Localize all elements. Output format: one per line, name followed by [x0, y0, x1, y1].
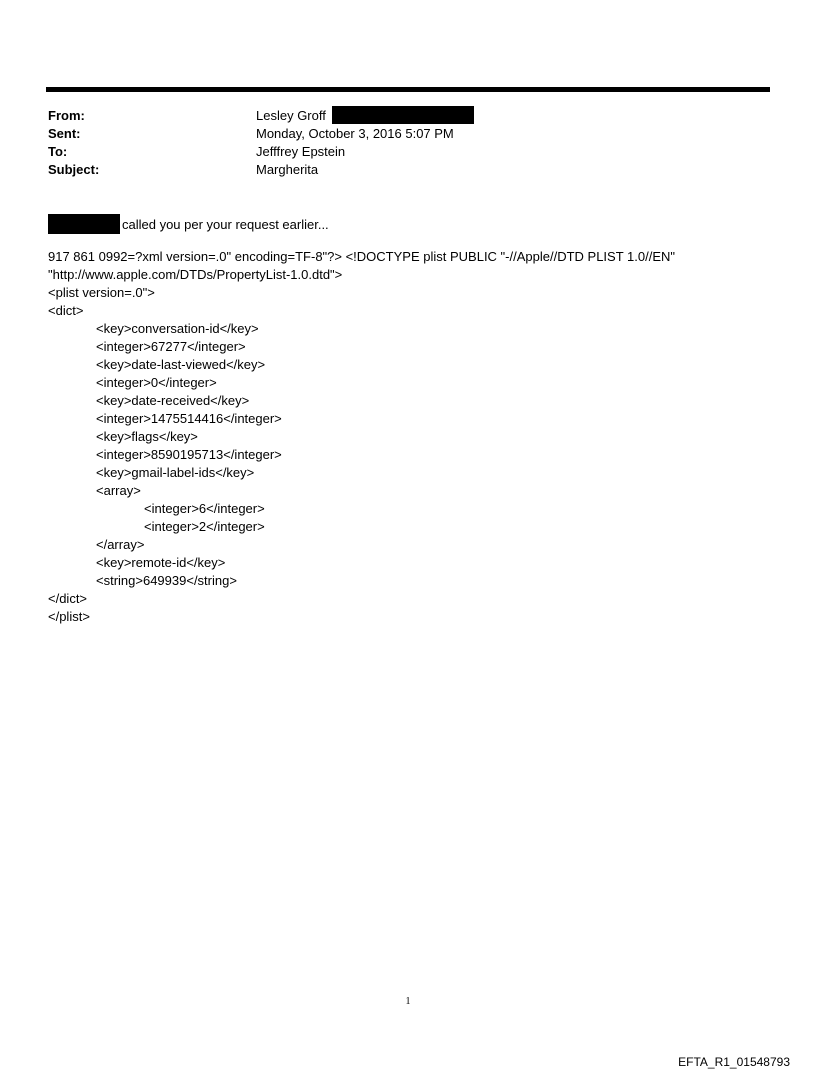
plist-code-block [48, 248, 788, 626]
intro-line [48, 214, 788, 234]
subject-value: Margherita [256, 162, 319, 177]
code-line: </array> [96, 537, 145, 552]
intro-text: called you per your request earlier... [122, 217, 329, 232]
header-rule [46, 87, 770, 92]
sent-label: Sent: [48, 126, 81, 141]
to-label: To: [48, 144, 68, 159]
page-number: 1 [405, 996, 411, 1007]
to-row [48, 143, 748, 161]
code-line: <integer>1475514416</integer> [96, 411, 282, 426]
email-header [48, 107, 748, 179]
subject-row [48, 161, 748, 179]
sender-name: Lesley Groff [256, 108, 326, 123]
code-line: "http://www.apple.com/DTDs/PropertyList-1.0.dtd"> [48, 267, 343, 282]
code-line: <string>649939</string> [96, 573, 237, 588]
code-line: <plist version=.0"> [48, 285, 155, 300]
code-line: <dict> [48, 303, 84, 318]
sent-value: Monday, October 3, 2016 5:07 PM [256, 126, 454, 141]
code-line: <key>date-received</key> [96, 393, 250, 408]
code-line: <integer>2</integer> [144, 519, 265, 534]
code-line: 917 861 0992=?xml version=.0" encoding=TF-8"?> <!DOCTYPE plist PUBLIC "-//Apple//DTD PLIST 1.0//EN" [48, 249, 675, 264]
email-body [48, 214, 788, 626]
code-line: <array> [96, 483, 141, 498]
code-line: <key>flags</key> [96, 429, 198, 444]
redacted-email-block [332, 106, 474, 124]
redacted-name-block [48, 214, 120, 234]
document-id: EFTA_R1_01548793 [678, 1055, 790, 1069]
code-line: <key>date-last-viewed</key> [96, 357, 266, 372]
code-line: <integer>6</integer> [144, 501, 265, 516]
from-row [48, 107, 748, 125]
code-line: </dict> [48, 591, 88, 606]
code-line: </plist> [48, 609, 90, 624]
from-label: From: [48, 108, 85, 123]
code-line: <integer>8590195713</integer> [96, 447, 282, 462]
code-line: <key>remote-id</key> [96, 555, 226, 570]
sent-row [48, 125, 748, 143]
from-value [256, 107, 474, 126]
code-line: <key>gmail-label-ids</key> [96, 465, 255, 480]
subject-label: Subject: [48, 162, 100, 177]
to-value: Jefffrey Epstein [256, 144, 346, 159]
code-line: <integer>67277</integer> [96, 339, 246, 354]
code-line: <key>conversation-id</key> [96, 321, 259, 336]
code-line: <integer>0</integer> [96, 375, 217, 390]
